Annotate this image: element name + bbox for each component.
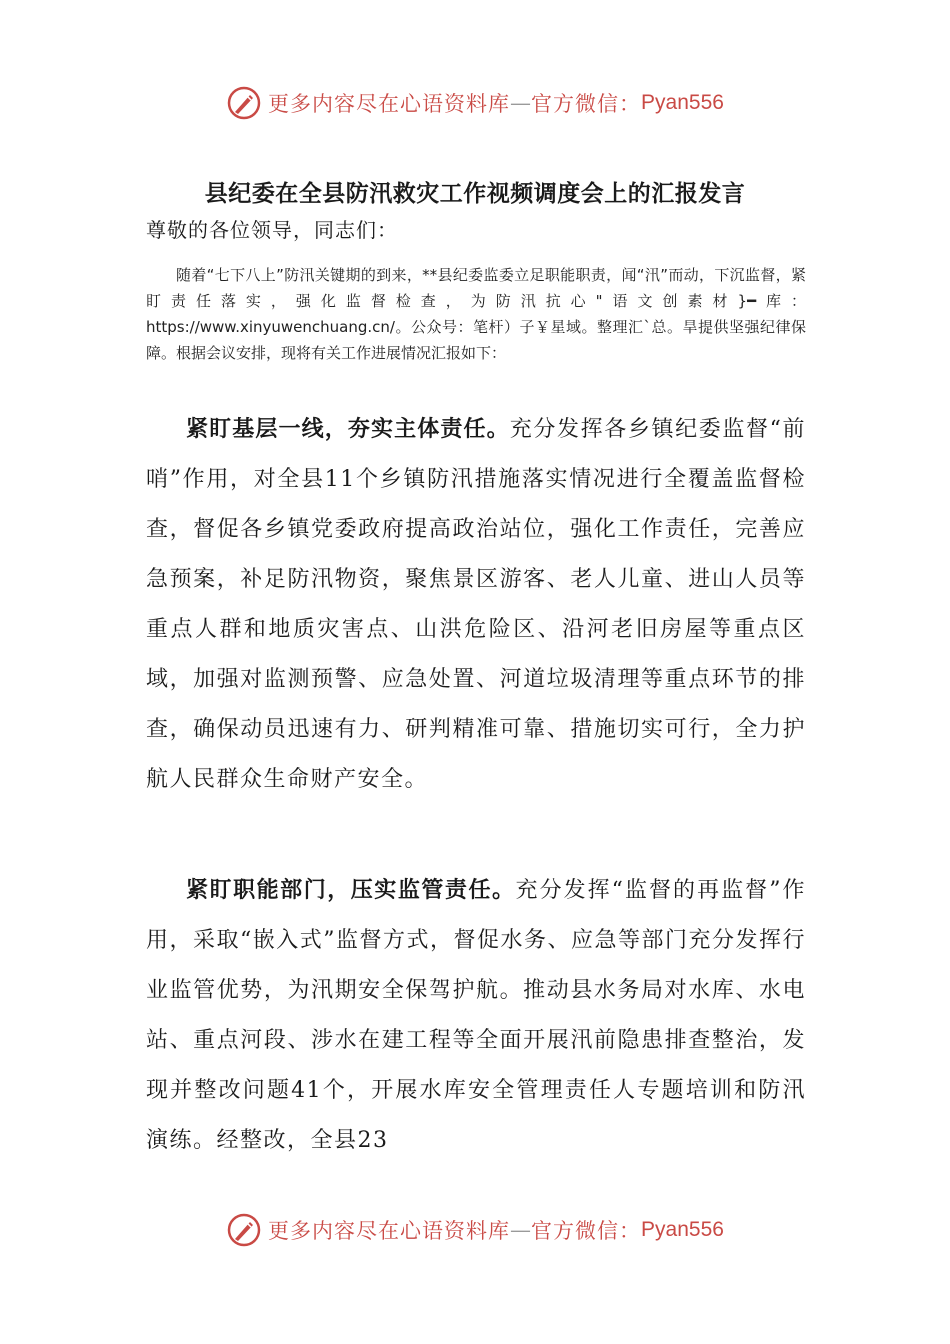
- section-lead: 紧盯职能部门，压实监管责任。: [186, 878, 516, 903]
- salutation: 尊敬的各位领导，同志们：: [146, 218, 398, 242]
- banner-wechat-id: Pyan556: [641, 1218, 724, 1241]
- banner-brand: 更多内容尽在心语资料库: [268, 1219, 511, 1243]
- document-title: 县纪委在全县防汛救灾工作视频调度会上的汇报发言: [204, 181, 746, 207]
- pen-logo-icon: [226, 85, 262, 121]
- header-banner: [0, 83, 950, 123]
- section-body: 充分发挥“监督的再监督”作用，采取“嵌入式”监督方式，督促水务、应急等部门充分发挥行业监管优势，为汛期安全保驾护航。推动县水务局对水库、水电站、重点河段、涉水在建工程等全面开展汛前隐患排查整治，发现并整改问题41个，开展水库安全管理责任人专题培训和防汛演练。经整改，全县23: [146, 878, 806, 1153]
- section-body: 充分发挥各乡镇纪委监督“前哨”作用，对全县11个乡镇防汛措施落实情况进行全覆盖监督检查，督促各乡镇党委政府提高政治站位，强化工作责任，完善应急预案，补足防汛物资，聚焦景区游客、老人儿童、进山人员等重点人群和地质灾害点、山洪危险区、沿河老旧房屋等重点区域，加强对监测预警、应急处置、河道垃圾清理等重点环节的排查，确保动员迅速有力、研判精准可靠、措施切实可行，全力护航人民群众生命财产安全。: [146, 417, 806, 792]
- intro-paragraph: 随着“七下八上”防汛关键期的到来，**县纪委监委立足职能职责，闻“汛”而动，下沉监督，紧盯责任落实，强化监督检查，为防汛抗心"语文创素材}━库：https://www.xinyuwenchuang.cn/。公众号：笔杆）子￥星域。整理汇`总。旱提供坚强纪律保障。根据会议安排，现将有关工作进展情况汇报如下：: [146, 266, 806, 362]
- footer-banner: [0, 1210, 950, 1250]
- banner-separator: —: [510, 1218, 532, 1242]
- section-paragraph: [146, 405, 806, 805]
- banner-wechat-id: Pyan556: [641, 91, 724, 114]
- banner-label: 官方微信：: [531, 1219, 642, 1243]
- banner-separator: —: [510, 91, 532, 115]
- section-lead: 紧盯基层一线，夯实主体责任。: [186, 417, 510, 442]
- pen-logo-icon: [226, 1212, 262, 1248]
- banner-label: 官方微信：: [531, 92, 642, 116]
- section-paragraph: [146, 866, 806, 1166]
- banner-brand: 更多内容尽在心语资料库: [268, 92, 511, 116]
